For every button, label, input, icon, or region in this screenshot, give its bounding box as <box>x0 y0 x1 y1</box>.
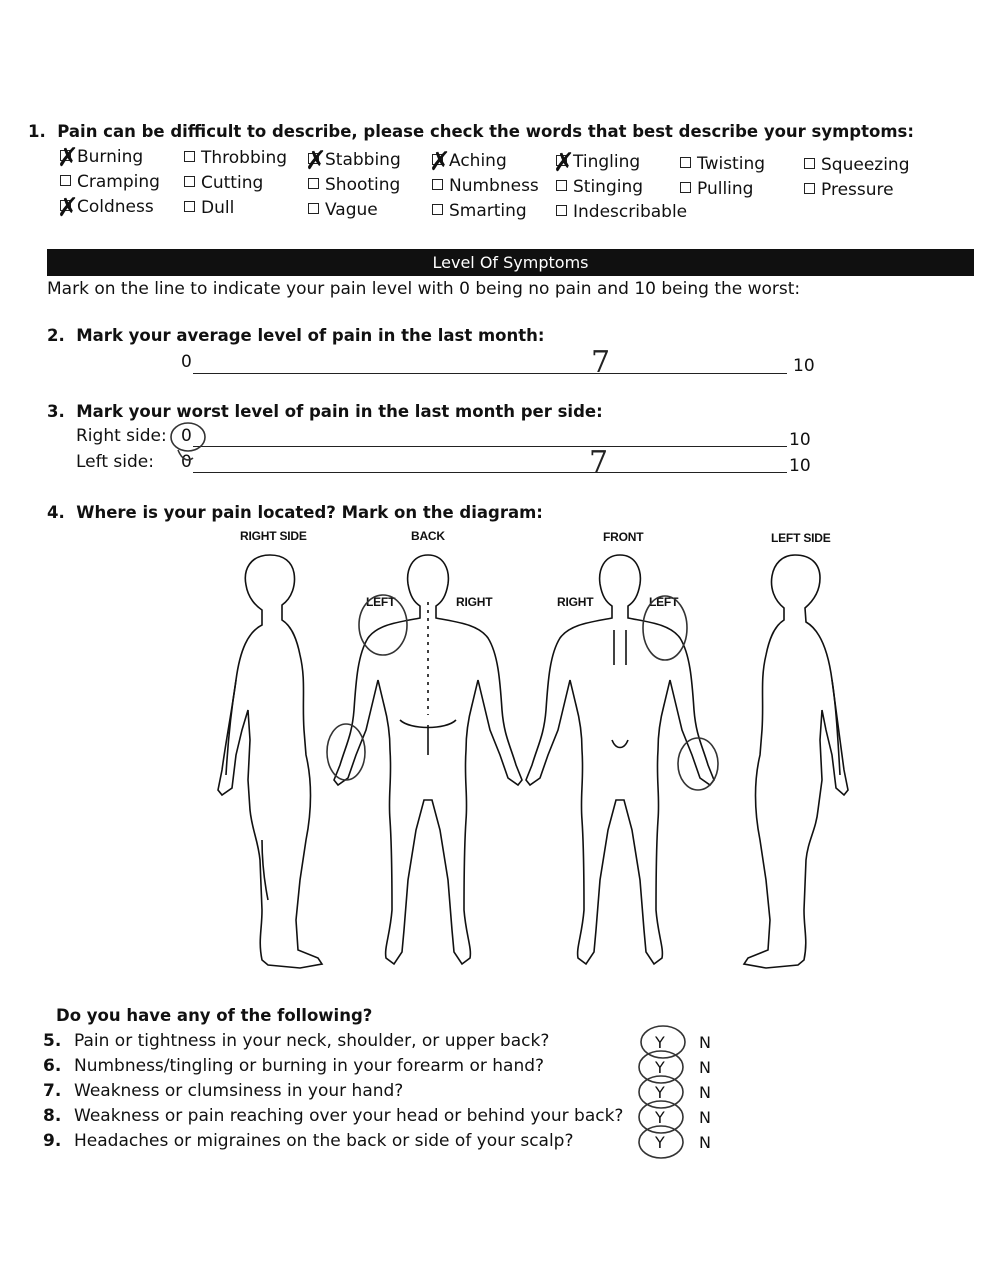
option-label: Pressure <box>821 179 894 200</box>
item-question: Pain or tightness in your neck, shoulder, or upper back? <box>74 1031 550 1051</box>
item-number: 5. <box>43 1031 62 1051</box>
label-back-right: RIGHT <box>456 595 493 609</box>
check-mark-icon: ✗ <box>553 148 575 179</box>
item-number: 9. <box>43 1131 62 1151</box>
check-mark-icon: ✗ <box>429 146 451 177</box>
following-heading: Do you have any of the following? <box>56 1006 373 1025</box>
no-option[interactable]: N <box>699 1108 711 1127</box>
q3-left-label: Left side: <box>76 452 154 472</box>
option-label: Stabbing <box>325 149 401 170</box>
option-label: Squeezing <box>821 154 910 175</box>
q2-question: Mark your average level of pain in the last month: <box>76 326 545 345</box>
check-mark-icon: ✗ <box>305 145 327 176</box>
yes-option[interactable]: Y <box>655 1108 665 1127</box>
no-option[interactable]: N <box>699 1033 711 1052</box>
option-label: Tingling <box>573 152 641 173</box>
no-option[interactable]: N <box>699 1083 711 1102</box>
q3-right-max: 10 <box>789 430 811 450</box>
option-label: Throbbing <box>201 148 288 169</box>
yes-answer-circle <box>639 1051 683 1083</box>
option-label: Shooting <box>325 174 401 195</box>
label-front: FRONT <box>603 530 644 544</box>
q4-question: Where is your pain located? Mark on the diagram: <box>76 503 543 522</box>
q2-number: 2. <box>47 326 65 345</box>
option-label: Stinging <box>573 177 644 198</box>
option-label: Vague <box>325 199 378 220</box>
check-mark-icon: ✗ <box>57 143 79 173</box>
item-question: Headaches or migraines on the back or side of your scalp? <box>74 1131 574 1151</box>
q1-question: Pain can be difficult to describe, please check the words that best describe your symptoms: <box>57 122 914 141</box>
q2-handwritten-mark: 7 <box>591 345 611 380</box>
option-label: Cramping <box>77 172 160 192</box>
option-label: Dull <box>201 198 235 219</box>
item-number: 7. <box>43 1081 62 1101</box>
yes-option[interactable]: Y <box>655 1083 665 1102</box>
item-question: Numbness/tingling or burning in your forearm or hand? <box>74 1056 545 1076</box>
q3-left-handwritten-mark: 7 <box>589 445 609 480</box>
q2-min-label: 0 <box>181 352 192 372</box>
yes-answer-circle <box>641 1026 685 1058</box>
label-left-side: LEFT SIDE <box>771 531 831 545</box>
option-label: Twisting <box>697 153 766 174</box>
no-option[interactable]: N <box>699 1058 711 1077</box>
label-front-left: LEFT <box>649 595 679 609</box>
option-label: Indescribable <box>573 202 688 223</box>
yes-option[interactable]: Y <box>655 1058 665 1077</box>
level-instructions: Mark on the line to indicate your pain level with 0 being no pain and 10 being the worst: <box>47 279 801 299</box>
option-label: Smarting <box>449 200 527 221</box>
option-label: Coldness <box>77 197 154 217</box>
option-label: Pulling <box>697 178 754 199</box>
option-label: Numbness <box>449 175 539 196</box>
q4-number: 4. <box>47 503 65 522</box>
q3-question: Mark your worst level of pain in the last month per side: <box>76 402 603 421</box>
option-label: Aching <box>449 150 507 171</box>
q3-right-label: Right side: <box>76 426 167 446</box>
check-mark-icon: ✗ <box>57 193 79 223</box>
item-number: 8. <box>43 1106 62 1126</box>
yes-option[interactable]: Y <box>655 1033 665 1052</box>
q3-left-min: 0 <box>181 452 192 472</box>
item-question: Weakness or clumsiness in your hand? <box>74 1081 404 1101</box>
q3-number: 3. <box>47 402 65 421</box>
option-label: Burning <box>77 147 144 167</box>
q3-right-min: 0 <box>181 426 192 446</box>
banner-title: Level Of Symptoms <box>432 253 589 272</box>
label-back: BACK <box>411 529 445 543</box>
option-label: Cutting <box>201 173 264 194</box>
yes-answer-circle <box>639 1126 683 1158</box>
label-back-left: LEFT <box>366 595 396 609</box>
yes-answer-circle <box>639 1101 683 1133</box>
item-question: Weakness or pain reaching over your head or behind your back? <box>74 1106 624 1126</box>
yes-option[interactable]: Y <box>655 1133 665 1152</box>
q2-max-label: 10 <box>793 356 815 376</box>
q3-left-max: 10 <box>789 456 811 476</box>
yes-answer-circle <box>639 1076 683 1108</box>
q1-number: 1. <box>28 122 46 141</box>
label-right-side: RIGHT SIDE <box>240 529 307 543</box>
item-number: 6. <box>43 1056 62 1076</box>
label-front-right: RIGHT <box>557 595 594 609</box>
no-option[interactable]: N <box>699 1133 711 1152</box>
